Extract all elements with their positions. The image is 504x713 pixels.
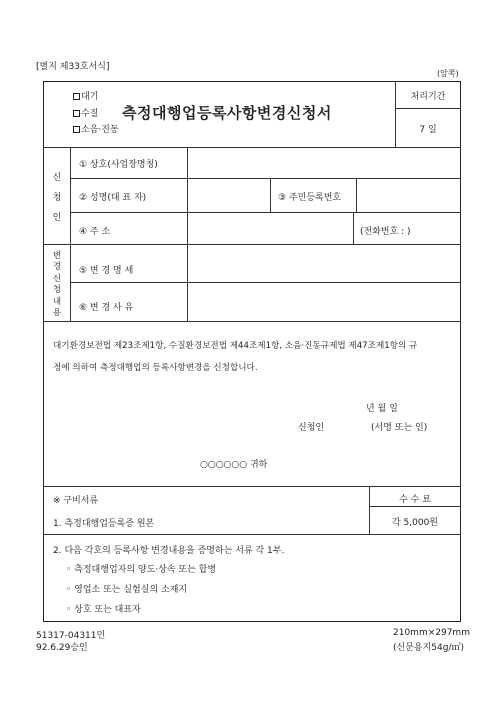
phone-label: (전화번호 : )	[360, 227, 411, 237]
statement-date: 년 월 일	[366, 404, 398, 414]
processing-label: 처리기간	[410, 92, 446, 102]
document-sub-3: ◦ 상호 또는 대표자	[66, 605, 141, 615]
resident-no-field[interactable]	[359, 181, 457, 209]
change-reason-label: ⑥ 변 경 사 유	[79, 303, 134, 313]
address-field[interactable]	[190, 215, 350, 241]
checkbox-icon	[73, 126, 80, 133]
change-details-field[interactable]	[190, 247, 456, 280]
footer-code: 51317-04311민	[36, 631, 106, 641]
category-air[interactable]: 대기	[73, 89, 98, 102]
fee-value: 각 5,000원	[391, 518, 438, 528]
name-label: ② 성명(대 표 자)	[79, 193, 147, 203]
footer-paper: (신문용지54g/㎡)	[393, 643, 464, 653]
checkbox-icon	[73, 110, 80, 117]
resident-no-label: ③ 주민등록번호	[278, 193, 342, 203]
applicant-section-label: 신청인	[52, 173, 62, 223]
category-water[interactable]: 수질	[73, 106, 98, 119]
document-sub-1: ◦ 측정대행업자의 양도·상속 또는 합병	[66, 565, 217, 575]
change-details-label: ⑤ 변 경 명 세	[79, 266, 134, 276]
address-label: ④ 주 소	[79, 227, 111, 237]
document-item-2: 2. 다음 각호의 등록사항 변경내용을 증명하는 서류 각 1부.	[53, 546, 285, 556]
form-id: [별지 제33호서식]	[36, 62, 110, 72]
statement-line1: 대기환경보전법 제23조제1항, 수질환경보전법 제44조제1항, 소음·진동규제법 제47조제1항의 규	[53, 341, 418, 351]
business-name-field[interactable]	[190, 150, 456, 176]
page-side: (앞쪽)	[437, 69, 459, 78]
statement-line2: 정에 의하여 측정대행업의 등록사항변경을 신청합니다.	[53, 363, 258, 373]
signature-label: (서명 또는 인)	[371, 423, 428, 433]
checkbox-icon	[73, 93, 80, 100]
footer-size: 210mm×297mm	[393, 628, 470, 638]
document-sub-2: ◦ 영업소 또는 실험실의 소재지	[66, 585, 188, 595]
applicant-sign-label: 신청인	[298, 423, 325, 433]
category-noise[interactable]: 소음·진동	[73, 122, 119, 135]
documents-header: ※ 구비서류	[53, 496, 99, 506]
document-item-1: 1. 측정대행업등록증 원본	[53, 519, 155, 529]
page-title: 측정대행업등록사항변경신청서	[122, 104, 332, 122]
processing-value: 7 일	[419, 125, 437, 135]
business-name-label: ① 상호(사업장명칭)	[79, 160, 158, 170]
recipient: ○○○○○○ 귀하	[200, 460, 268, 470]
name-field[interactable]	[190, 181, 267, 209]
fee-label: 수 수 료	[399, 495, 431, 505]
change-reason-field[interactable]	[190, 285, 456, 318]
footer-approval: 92.6.29승인	[36, 643, 88, 653]
change-section-label: 변경신청내용	[52, 251, 62, 319]
